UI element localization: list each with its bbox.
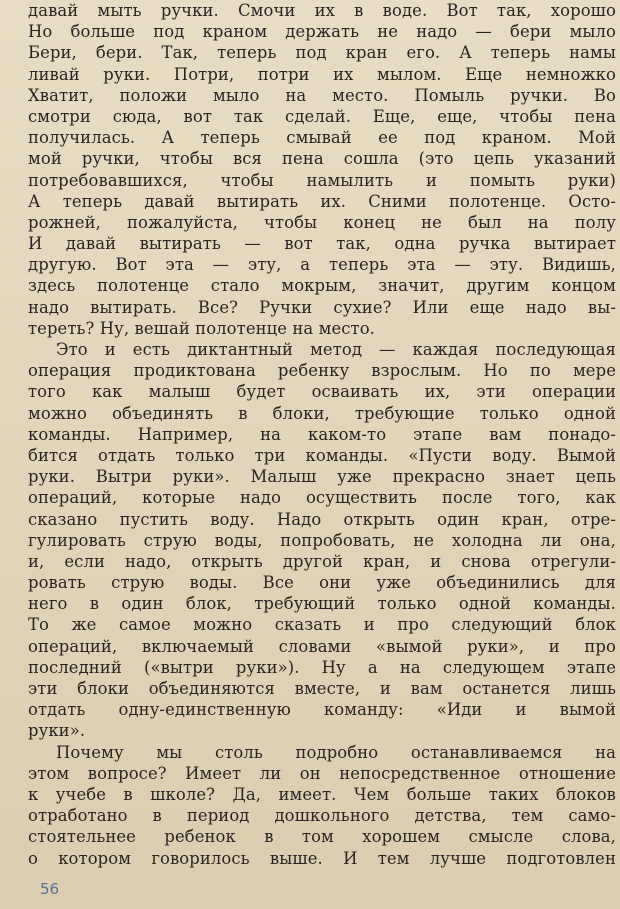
text-line: рожней, пожалуйста, чтобы конец не был на полу [28,212,616,232]
text-line: него в один блок, требующий только одной команды. [28,594,616,614]
text-line: руки. Вытри руки». Малыш уже прекрасно знает цепь [28,467,616,487]
text-line: операций, включаемый словами «вымой руки», и про [28,636,616,656]
text-line: к учебе в школе? Да, имеет. Чем больше таких блоков [28,784,616,804]
text-line: команды. Например, на каком-то этапе вам понадо- [28,424,616,444]
text-line: эти блоки объединяются вместе, и вам останется лишь [28,679,616,698]
text-line: операций, которые надо осуществить после того, как [28,488,616,508]
text-line: бится отдать только три команды. «Пусти воду. Вымой [28,445,616,465]
text-line: гулировать струю воды, попробовать, не холодна ли она, [28,530,616,550]
body-text [28,0,616,869]
text-line: тереть? Ну, вешай полотенце на место. [28,318,375,338]
text-line: ливай руки. Потри, потри их мылом. Еще немножко [28,64,616,84]
text-line: о котором говорилось выше. И тем лучше подготовлен [28,848,616,868]
text-line: отработано в период дошкольного детства, тем само- [28,806,616,826]
text-line: Хватит, положи мыло на место. Помыль ручки. Во [28,85,616,105]
text-line: Почему мы столь подробно останавливаемся на [56,742,616,762]
text-line: мой ручки, чтобы вся пена сошла (это цепь указаний [28,149,616,169]
text-line: смотри сюда, вот так сделай. Еще, еще, чтобы пена [28,106,616,126]
text-line: того как малыш будет осваивать их, эти операции [28,382,616,402]
text-line: То же самое можно сказать и про следующий блок [28,615,616,635]
text-line: А теперь давай вытирать их. Сними полотенце. Осто- [28,191,616,211]
text-line: последний («вытри руки»). Ну а на следующем этапе [28,657,616,677]
text-line: можно объединять в блоки, требующие только одной [28,403,616,423]
text-line: операция продиктована ребенку взрослым. Но по мере [28,361,616,381]
text-line: сказано пустить воду. Надо открыть один кран, отре- [28,509,616,529]
text-line: этом вопросе? Имеет ли он непосредственное отношение [28,763,616,783]
page-number: 56 [40,880,60,898]
text-line: надо вытирать. Все? Ручки сухие? Или еще надо вы- [28,297,616,317]
text-line: И давай вытирать — вот так, одна ручка вытирает [28,234,616,254]
text-line: отдать одну-единственную команду: «Иди и вымой [28,700,616,720]
text-line: и, если надо, открыть другой кран, и снова отрегули- [28,551,616,571]
text-line: ровать струю воды. Все они уже объединились для [28,573,616,593]
text-line: Бери, бери. Так, теперь под кран его. А теперь намы [28,43,616,63]
text-line: другую. Вот эта — эту, а теперь эта — эту. Видишь, [28,255,616,275]
text-line: здесь полотенце стало мокрым, значит, другим концом [28,276,616,296]
text-line: стоятельнее ребенок в том хорошем смысле слова, [28,827,616,847]
text-line: Это и есть диктантный метод — каждая последующая [56,340,616,359]
text-line: Но больше под краном держать не надо — бери мыло [28,22,616,42]
text-line: давай мыть ручки. Смочи их в воде. Вот так, хорошо [28,1,616,20]
text-line: руки». [28,721,86,741]
text-line: потребовавшихся, чтобы намылить и помыть руки) [28,170,616,190]
text-line: получилась. А теперь смывай ее под краном. Мой [28,128,616,148]
